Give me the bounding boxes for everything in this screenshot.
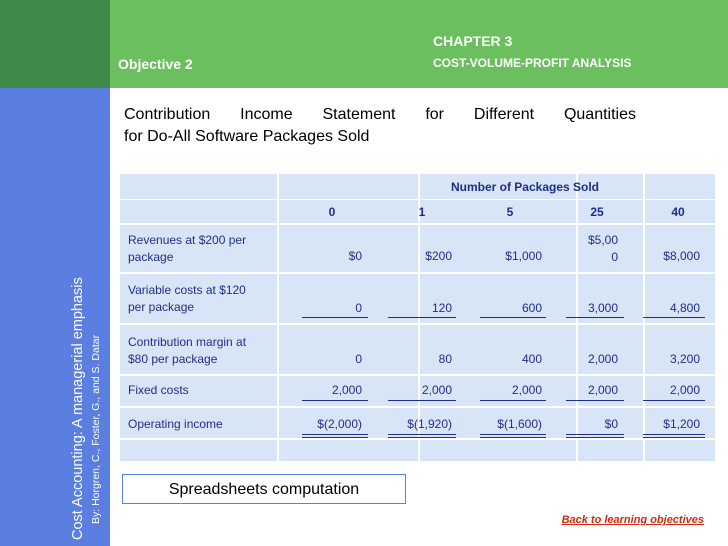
subtotal-underline [388,400,456,401]
table-cell: 0 [355,301,362,315]
table-cell: $1,000 [505,249,542,263]
table-cell: $(2,000) [317,417,362,431]
table-cell: $(1,920) [407,417,452,431]
total-underline [566,434,624,435]
table-cell: 0 [355,352,362,366]
column-header: 40 [671,205,685,219]
total-underline [643,437,705,438]
table-cell: 120 [431,301,452,315]
total-underline [388,437,456,438]
subtotal-underline [302,317,368,318]
book-authors: By: Horgren, C., Foster, G., and S. Datar [90,334,102,524]
table-cell: $1,200 [663,417,700,431]
row-label-line: per package [128,300,195,314]
wrapped-cell-bottom: 0 [611,250,618,264]
row-label-line: Fixed costs [128,383,189,397]
chapter-label: CHAPTER 3 [433,33,513,49]
back-to-objectives-link[interactable]: Back to learning objectives [561,514,704,526]
objective-label: Objective 2 [118,56,193,72]
table-cell: 3,000 [587,301,618,315]
total-underline [302,434,368,435]
column-header: 1 [418,205,426,219]
row-label-line: $80 per package [128,352,218,366]
subtotal-underline [480,400,546,401]
subtotal-underline [566,400,624,401]
total-underline [302,437,368,438]
table-cell: 400 [521,352,542,366]
table-cell: 2,000 [511,383,542,397]
row-label-line: Operating income [128,417,223,431]
table-cell: $0 [604,417,618,431]
subtotal-underline [480,317,546,318]
table-cell: $200 [425,249,452,263]
table-cell: $0 [348,249,362,263]
spreadsheet-computation-button[interactable]: Spreadsheets computation [122,474,406,504]
row-label-operating-income [128,416,278,433]
group-header: Number of Packages Sold [450,180,600,194]
subtotal-underline [643,400,705,401]
total-underline [480,434,546,435]
row-label-line: Revenues at $200 per [128,233,247,247]
table-cell: 2,000 [587,352,618,366]
row-label-variable-costs [128,282,278,316]
slide-title-line1: Contribution Income Statement for Different Quantities [124,106,636,123]
total-underline [566,437,624,438]
chapter-subtitle: COST-VOLUME-PROFIT ANALYSIS [433,56,632,70]
table-cell: 4,800 [669,301,700,315]
table-cell: 2,000 [587,383,618,397]
book-title: Cost Accounting: A managerial emphasis [70,277,86,540]
corner-block [0,0,110,88]
slide-title [124,104,636,148]
table-cell-wrapped [558,232,618,266]
table-cell: $8,000 [663,249,700,263]
header-bar [110,0,728,88]
wrapped-cell-top: $5,00 [587,233,618,247]
column-header: 0 [328,205,336,219]
row-label-line: Variable costs at $120 [128,283,246,297]
row-label-revenues [128,232,278,266]
table-cell: 2,000 [331,383,362,397]
subtotal-underline [566,317,624,318]
subtotal-underline [388,317,456,318]
total-underline [643,434,705,435]
slide-title-line2: for Do-All Software Packages Sold [124,128,370,145]
column-header: 25 [590,205,604,219]
table-cell: $(1,600) [497,417,542,431]
table-cell: 2,000 [421,383,452,397]
subtotal-underline [643,317,705,318]
table-cell: 600 [521,301,542,315]
income-statement-table [120,174,715,461]
table-cell: 80 [438,352,452,366]
row-label-contribution-margin [128,334,278,368]
row-label-line: Contribution margin at [128,335,247,349]
table-cell: 3,200 [669,352,700,366]
row-label-fixed-costs [128,382,278,399]
total-underline [388,434,456,435]
subtotal-underline [302,400,368,401]
table-cell: 2,000 [669,383,700,397]
column-header: 5 [506,205,514,219]
row-label-line: package [128,250,174,264]
total-underline [480,437,546,438]
